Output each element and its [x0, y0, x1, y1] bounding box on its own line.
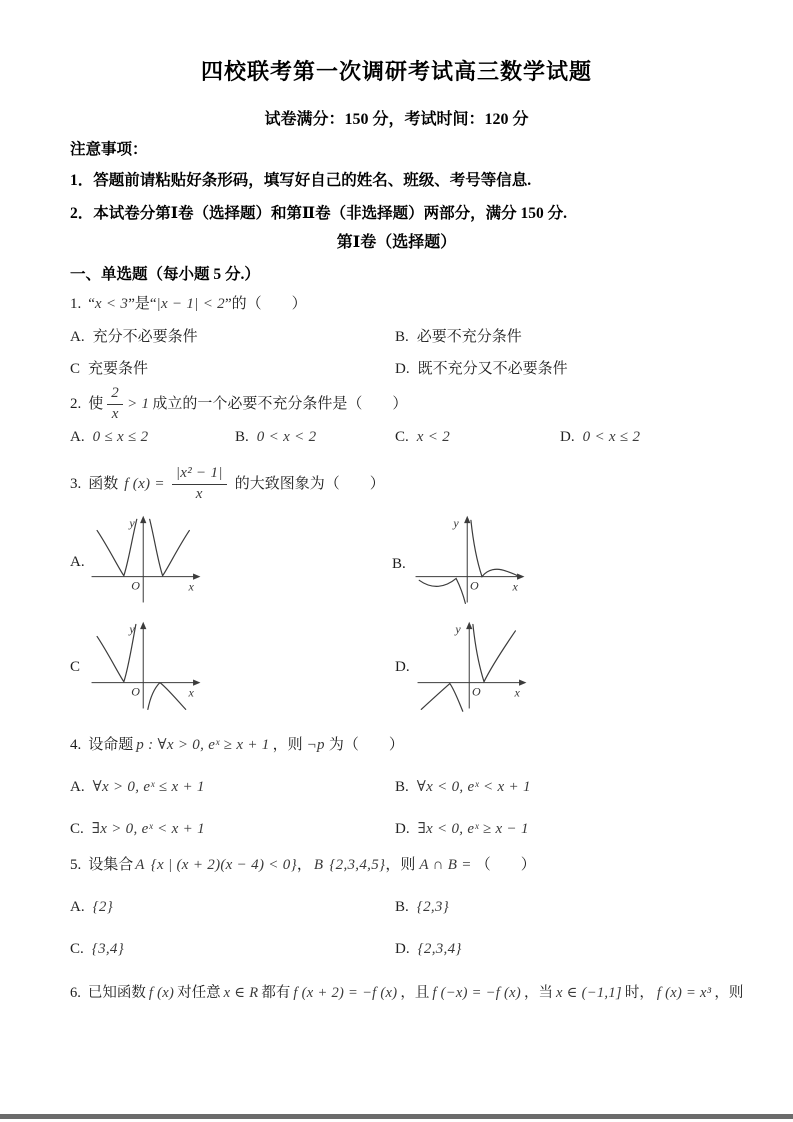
- option-text: {2,3}: [416, 899, 450, 915]
- origin-label: O: [131, 684, 140, 699]
- x-axis-label: x: [188, 579, 194, 594]
- math-f-neg-x: f (−x) = −f (x): [432, 985, 522, 1001]
- question-4-option-b: [395, 778, 531, 797]
- graph-b-figure: [410, 510, 530, 615]
- question-2-option-b: [235, 428, 316, 447]
- math-f-x-cubed: f (x) = x³: [656, 985, 712, 1001]
- quote-open: “: [88, 296, 95, 312]
- exam-score-time: 试卷满分：150 分，考试时间：120 分: [264, 111, 529, 128]
- option-text: 0 ≤ x ≤ 2: [92, 429, 149, 445]
- stem-text: 的大致图象为（ ）: [234, 475, 385, 492]
- question-1-number: 1.: [70, 296, 82, 312]
- fraction-denominator: x: [195, 485, 203, 502]
- math-set-A-def: {x | (x + 2)(x − 4) < 0}: [150, 857, 297, 873]
- question-1-option-b: [395, 328, 522, 347]
- section-heading: 第Ⅰ卷（选择题）: [336, 234, 457, 251]
- math-not-p: ¬p: [306, 737, 325, 753]
- notice-item-2: 2．本试卷分第Ⅰ卷（选择题）和第Ⅱ卷（非选择题）两部分，满分 150 分.: [70, 205, 567, 222]
- question-2-stem: [70, 381, 407, 427]
- option-text: 既不充分又不必要条件: [417, 361, 568, 377]
- option-label: B.: [235, 429, 249, 445]
- stem-text: 已知函数: [87, 985, 146, 1001]
- math-set-B-def: {2,3,4,5}: [329, 857, 386, 873]
- math-abs-x-minus-1-lt-2: |x − 1| < 2: [156, 296, 225, 312]
- math-f-x-plus-2: f (x + 2) = −f (x): [293, 985, 398, 1001]
- graph-b-label: B.: [392, 556, 406, 572]
- y-axis-label: y: [129, 621, 135, 636]
- graph-d-label: D.: [395, 659, 410, 675]
- math-set-B: B: [313, 857, 324, 873]
- question-6-number: 6.: [70, 985, 81, 1001]
- stem-text: ，则: [385, 857, 416, 873]
- option-text: ∃x < 0, eˣ ≥ x − 1: [417, 821, 529, 837]
- x-axis-label: x: [512, 579, 518, 594]
- origin-label: O: [131, 578, 140, 593]
- stem-text: ，: [296, 857, 312, 873]
- option-label: B.: [395, 329, 409, 345]
- stem-text: 设集合: [88, 857, 134, 873]
- graph-a-figure: [86, 510, 206, 615]
- stem-text: 成立的一个必要不充分条件是（ ）: [152, 395, 408, 412]
- graph-c-label: C: [70, 659, 81, 675]
- question-2-option-c: [395, 428, 450, 447]
- origin-label: O: [472, 684, 481, 699]
- question-5-option-d: [395, 940, 462, 959]
- question-4-option-a: [70, 778, 205, 797]
- math-x-lt-3: x < 3: [94, 296, 129, 312]
- fraction-numerator: 2: [107, 385, 123, 404]
- option-text: ∀x > 0, eˣ ≤ x + 1: [92, 779, 205, 795]
- option-text: 0 < x ≤ 2: [582, 429, 641, 445]
- option-label: C.: [70, 941, 84, 957]
- question-5-number: 5.: [70, 857, 82, 873]
- option-text: {3,4}: [91, 941, 125, 957]
- question-4-option-c: [70, 820, 205, 839]
- question-4-stem: [70, 736, 404, 755]
- fraction-numerator: |x² − 1|: [172, 465, 227, 484]
- question-3-number: 3.: [70, 475, 82, 492]
- question-1-option-d: [395, 360, 568, 379]
- graph-d-figure: [412, 616, 532, 721]
- option-label: A.: [70, 779, 85, 795]
- option-label: C.: [395, 429, 409, 445]
- fraction-abs-x2-minus-1-over-x: [172, 465, 227, 503]
- question-3-stem: [70, 458, 385, 510]
- math-x-interval: x ∈ (−1,1]: [556, 985, 622, 1001]
- y-axis-label: y: [455, 621, 461, 636]
- math-f-x: f (x): [148, 985, 175, 1001]
- option-text: ∀x < 0, eˣ < x + 1: [416, 779, 531, 795]
- option-text: ∃x > 0, eˣ < x + 1: [91, 821, 205, 837]
- math-A-intersect-B: A ∩ B =: [419, 857, 472, 873]
- graph-c-figure: [86, 616, 206, 721]
- option-text: 必要不充分条件: [416, 329, 522, 345]
- question-5-option-c: [70, 940, 124, 959]
- option-label: D.: [560, 429, 575, 445]
- option-label: D.: [395, 821, 410, 837]
- stem-text: ，当: [524, 985, 554, 1001]
- option-text: 充要条件: [88, 361, 149, 377]
- question-5-option-b: [395, 898, 449, 917]
- question-2-option-d: [560, 428, 640, 447]
- option-label: B.: [395, 779, 409, 795]
- option-label: A.: [70, 899, 85, 915]
- page-title: 四校联考第一次调研考试高三数学试题: [200, 59, 592, 84]
- stem-text: 函数: [88, 475, 119, 492]
- question-1-stem: [70, 295, 307, 314]
- stem-text: ，则: [714, 985, 744, 1001]
- origin-label: O: [470, 578, 479, 593]
- stem-text: 使: [88, 395, 104, 412]
- fraction-denominator: x: [111, 405, 119, 422]
- x-axis-label: x: [514, 685, 520, 700]
- question-2-option-a: [70, 428, 148, 447]
- question-6-stem: [70, 984, 743, 1002]
- stem-text: 对任意: [177, 985, 221, 1001]
- stem-text: ，且: [400, 985, 430, 1001]
- stem-text: （ ）: [475, 857, 536, 873]
- option-text: {2,3,4}: [417, 941, 462, 957]
- option-text: 充分不必要条件: [92, 329, 198, 345]
- y-axis-label: y: [129, 515, 135, 530]
- question-4-number: 4.: [70, 737, 82, 753]
- option-label: D.: [395, 361, 410, 377]
- option-label: A.: [70, 329, 85, 345]
- question-1-option-c: [70, 360, 148, 379]
- fraction-2-over-x: [107, 385, 123, 423]
- question-1-option-a: [70, 328, 198, 347]
- x-axis-label: x: [188, 685, 194, 700]
- option-label: A.: [70, 429, 85, 445]
- question-2-number: 2.: [70, 395, 82, 412]
- option-text: 0 < x < 2: [256, 429, 317, 445]
- option-text: x < 2: [416, 429, 451, 445]
- option-label: C: [70, 361, 81, 377]
- stem-text: 为（ ）: [328, 737, 404, 753]
- math-set-A: A: [135, 857, 145, 873]
- stem-text: ”的（ ）: [224, 296, 307, 312]
- option-text: {2}: [92, 899, 113, 915]
- math-gt-1: > 1: [127, 395, 150, 412]
- part-heading: 一、单选题（每小题 5 分.）: [70, 266, 260, 283]
- page-bottom-edge-bar: [0, 1114, 793, 1119]
- math-proposition-p: p : ∀x > 0, eˣ ≥ x + 1: [136, 737, 270, 753]
- option-label: B.: [395, 899, 409, 915]
- graph-a-label: A.: [70, 554, 85, 570]
- math-x-in-R: x ∈ R: [223, 985, 259, 1001]
- math-f-of-x-equals: f (x) =: [124, 475, 165, 492]
- y-axis-label: y: [453, 515, 459, 530]
- stem-text: 都有: [261, 985, 291, 1001]
- stem-text: 设命题: [88, 737, 134, 753]
- stem-text: ”是“: [128, 296, 157, 312]
- stem-text: ，则: [272, 737, 303, 753]
- notice-heading: 注意事项：: [70, 141, 148, 158]
- question-4-option-d: [395, 820, 529, 839]
- question-5-option-a: [70, 898, 113, 917]
- option-label: D.: [395, 941, 410, 957]
- notice-item-1: 1．答题前请粘贴好条形码，填写好自己的姓名、班级、考号等信息.: [70, 172, 532, 189]
- question-5-stem: [70, 856, 536, 875]
- option-label: C.: [70, 821, 84, 837]
- stem-text: 时，: [624, 985, 654, 1001]
